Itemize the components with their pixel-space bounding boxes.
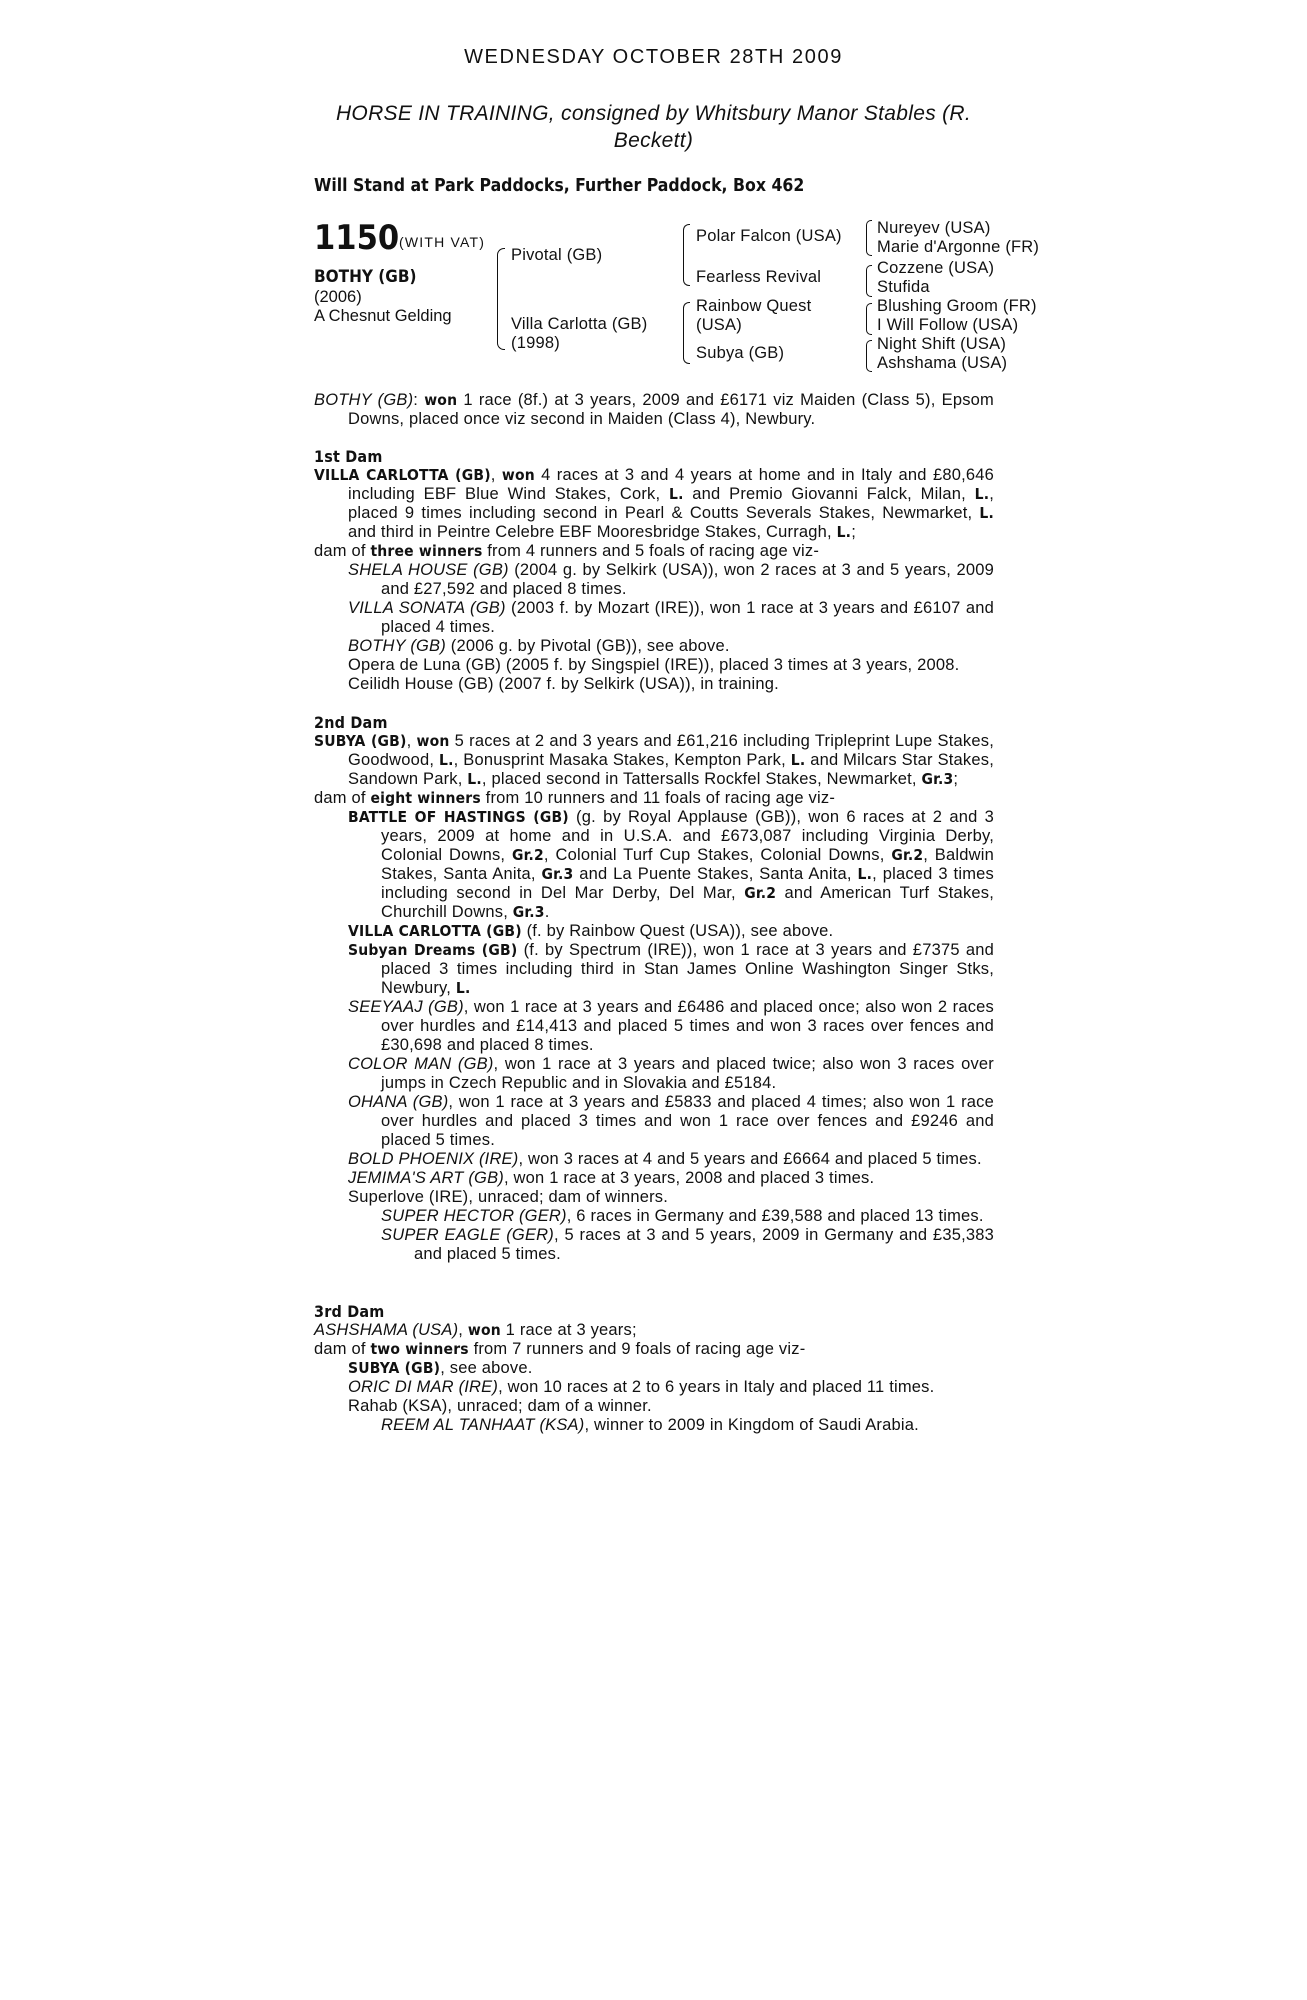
- dam1-text-1: 4 races at 3 and 4 years at home and in Italy and £80,646 including EBF Blue Wind Stakes, Cork,: [348, 466, 994, 503]
- produce-name: VILLA CARLOTTA (GB): [348, 922, 522, 940]
- consignment-line: HORSE IN TRAINING, consigned by Whitsbury Manor Stables (R. Beckett): [335, 102, 972, 152]
- dam-sire-line2: (USA): [696, 316, 742, 334]
- first-dam-record: VILLA CARLOTTA (GB), won 4 races at 3 and 4 years at home and in Italy and £80,646 including EBF Blue Wind Stakes, Cork, L. and Premio Giovanni Falck, Milan, L., placed 9 times including second in Pearl & Coutts Severals Stakes, Newmarket, L. and third in Peintre Celebre EBF Mooresbridge Stakes, Curragh, L.;: [314, 466, 994, 541]
- dam-of-suffix: from 4 runners and 5 foals of racing age viz-: [482, 542, 820, 560]
- produce-item: [314, 1093, 994, 1150]
- winner-count: two winners: [370, 1340, 469, 1358]
- third-dam-section: [314, 1302, 994, 1435]
- group-mark: Gr.3: [512, 903, 545, 921]
- summary-horse: BOTHY (GB): [314, 391, 414, 409]
- group-mark: Gr.3: [541, 865, 574, 883]
- listed-mark: L.: [790, 751, 806, 769]
- dam-dam: Subya (GB): [696, 344, 785, 362]
- sale-date: WEDNESDAY OCTOBER 28TH 2009: [464, 46, 843, 68]
- dam-of-prefix: dam of: [314, 789, 371, 807]
- produce-item: [314, 1378, 994, 1397]
- dam2-text-2: , Bonusprint Masaka Stakes, Kempton Park,: [453, 751, 791, 769]
- second-dam-heading: 2nd Dam: [314, 713, 388, 732]
- granddam-3: I Will Follow (USA): [877, 316, 1019, 334]
- dam-year: (1998): [511, 334, 560, 352]
- third-dam-record: [314, 1321, 994, 1340]
- dam-of-suffix: from 10 runners and 11 foals of racing age viz-: [480, 789, 836, 807]
- produce-name: VILLA SONATA (GB): [348, 599, 506, 617]
- group-mark: Gr.2: [891, 846, 924, 864]
- horse-name: BOTHY (GB): [314, 267, 417, 287]
- won-label: won: [424, 391, 458, 409]
- grandsire-2: Cozzene (USA): [877, 259, 995, 277]
- produce-text: (2004 g. by Selkirk (USA)), won 2 races at 3 and 5 years, 2009 and £27,592 and placed 8 times.: [381, 561, 994, 598]
- produce-name: OHANA (GB): [348, 1093, 449, 1111]
- produce-text: , won 1 race at 3 years and placed twice; also won 3 races over jumps in Czech Republic and in Slovakia and £5184.: [381, 1055, 995, 1092]
- dam2-text-1: 5 races at 2 and 3 years and £61,216 including Tripleprint Lupe Stakes, Goodwood,: [348, 732, 994, 769]
- sire-sire: Polar Falcon (USA): [696, 227, 842, 245]
- dam1-text-5: ;: [851, 523, 856, 541]
- produce-item: Rahab (KSA), unraced; dam of a winner.: [348, 1397, 652, 1415]
- winner-count: three winners: [370, 542, 483, 560]
- second-dam-produce-line: [314, 789, 994, 808]
- produce-item: [314, 998, 994, 1055]
- produce-text: (g. by Royal Applause (GB)), won 6 races at 2 and 3 years, 2009 at home and in U.S.A. and £673,087 including Virginia Derby, Colonial Downs,: [381, 808, 994, 864]
- produce-item: [314, 599, 994, 637]
- produce-text: (2003 f. by Mozart (IRE)), won 1 race at 3 years and £6107 and placed 4 times.: [381, 599, 994, 636]
- produce-name: BOTHY (GB): [348, 637, 446, 655]
- produce-text: , won 1 race at 3 years and £6486 and placed once; also won 2 races over hurdles and £14,413 and placed 5 times and won 3 races over fences and £30,698 and placed 8 times.: [381, 998, 994, 1054]
- produce-text: (2006 g. by Pivotal (GB)), see above.: [445, 637, 730, 655]
- stand-location: Will Stand at Park Paddocks, Further Paddock, Box 462: [314, 176, 805, 196]
- produce-name: JEMIMA'S ART (GB): [348, 1169, 504, 1187]
- dam2-text-4: , placed second in Tattersalls Rockfel Stakes, Newmarket,: [481, 770, 922, 788]
- produce-text: , see above.: [440, 1359, 533, 1377]
- g-brace-1: [866, 220, 872, 256]
- grandsire-3: Blushing Groom (FR): [877, 297, 1037, 315]
- produce-text: , 5 races at 3 and 5 years, 2009 in Germany and £35,383 and placed 5 times.: [414, 1226, 994, 1263]
- produce-text: , won 10 races at 2 to 6 years in Italy and placed 11 times.: [498, 1378, 935, 1396]
- produce-text: and La Puente Stakes, Santa Anita,: [573, 865, 858, 883]
- produce-text: and American Turf Stakes, Churchill Downs,: [381, 884, 994, 921]
- grandsire-4: Night Shift (USA): [877, 335, 1007, 353]
- g-brace-3: [866, 303, 872, 335]
- granddam-1: Marie d'Argonne (FR): [877, 238, 1040, 256]
- listed-mark: L.: [467, 770, 482, 788]
- race-summary: BOTHY (GB): won 1 race (8f.) at 3 years, 2009 and £6171 viz Maiden (Class 5), Epsom Downs, placed once viz second in Maiden (Class 4), Newbury.: [314, 391, 994, 428]
- dam-of-prefix: dam of: [314, 542, 371, 560]
- listed-mark: L.: [455, 979, 471, 997]
- won-label: won: [467, 1321, 501, 1339]
- produce-item: [314, 1359, 994, 1378]
- produce-text: (f. by Rainbow Quest (USA)), see above.: [521, 922, 834, 940]
- granddam-2: Stufida: [877, 278, 930, 296]
- dam1-text-3: , placed 9 times including second in Pearl & Coutts Severals Stakes, Newmarket,: [348, 485, 994, 522]
- summary-text: 1 race (8f.) at 3 years, 2009 and £6171 viz Maiden (Class 5), Epsom Downs, placed once viz second in Maiden (Class 4), Newbury.: [348, 391, 994, 428]
- first-dam-section: [314, 447, 994, 694]
- produce-name: REEM AL TANHAAT (KSA): [381, 1416, 585, 1434]
- produce-text: , won 1 race at 3 years, 2008 and placed 3 times.: [503, 1169, 875, 1187]
- produce-text: , 6 races in Germany and £39,588 and placed 13 times.: [566, 1207, 984, 1225]
- produce-item: [314, 941, 994, 998]
- second-dam-name: SUBYA (GB): [314, 732, 407, 750]
- won-label: won: [416, 732, 450, 750]
- first-dam-produce-line: [314, 542, 994, 561]
- grand-produce-item: [314, 1207, 994, 1226]
- third-dam-produce-line: [314, 1340, 994, 1359]
- listed-mark: L.: [836, 523, 852, 541]
- group-mark: Gr.2: [512, 846, 544, 864]
- produce-name: BATTLE OF HASTINGS (GB): [348, 808, 569, 826]
- sire-dam: Fearless Revival: [696, 268, 822, 286]
- produce-item: Superlove (IRE), unraced; dam of winners.: [348, 1188, 669, 1206]
- produce-name: Subyan Dreams (GB): [348, 941, 518, 959]
- dam1-text-2: and Premio Giovanni Falck, Milan,: [683, 485, 975, 503]
- produce-name: SHELA HOUSE (GB): [348, 561, 509, 579]
- winner-count: eight winners: [370, 789, 481, 807]
- sire-line-brace: [683, 224, 690, 286]
- dam2-text-5: ;: [953, 770, 959, 788]
- listed-mark: L.: [439, 751, 454, 769]
- produce-text: , won 1 race at 3 years and £5833 and placed 4 times; also won 1 race over hurdles and placed 3 times and won 1 race over fences and £9246 and placed 5 times.: [381, 1093, 994, 1149]
- produce-item: Ceilidh House (GB) (2007 f. by Selkirk (USA)), in training.: [348, 675, 779, 693]
- sire-dam-brace: [497, 248, 505, 350]
- dam1-text-4: and third in Peintre Celebre EBF Mooresbridge Stakes, Curragh,: [348, 523, 837, 541]
- horse-year: (2006): [314, 288, 362, 306]
- produce-name: SUPER HECTOR (GER): [381, 1207, 567, 1225]
- lot-number: 1150: [314, 218, 400, 258]
- dam-of-suffix: from 7 runners and 9 foals of racing age viz-: [468, 1340, 806, 1358]
- first-dam-heading: 1st Dam: [314, 447, 383, 466]
- vat-note: (WITH VAT): [399, 234, 486, 250]
- listed-mark: L.: [979, 504, 994, 522]
- g-brace-4: [866, 340, 872, 372]
- group-mark: Gr.3: [921, 770, 954, 788]
- dam-of-prefix: dam of: [314, 1340, 371, 1358]
- dam-sire-line1: Rainbow Quest: [696, 297, 812, 315]
- sire: Pivotal (GB): [511, 246, 603, 264]
- grand-produce-item: [314, 1416, 994, 1435]
- produce-item: [314, 1150, 994, 1169]
- grand-produce-item: [314, 1226, 994, 1264]
- produce-name: SUBYA (GB): [348, 1359, 441, 1377]
- produce-item: [314, 1169, 994, 1188]
- produce-name: ORIC DI MAR (IRE): [348, 1378, 499, 1396]
- produce-text: .: [544, 903, 550, 921]
- dam: Villa Carlotta (GB): [511, 315, 648, 333]
- dam-line-brace: [683, 302, 690, 364]
- produce-item: [314, 808, 994, 922]
- third-dam-heading: 3rd Dam: [314, 1302, 385, 1321]
- produce-text: , placed 3 times including second in Del Mar Derby, Del Mar,: [381, 865, 994, 902]
- grandsire-1: Nureyev (USA): [877, 219, 991, 237]
- separator: ,: [458, 1321, 468, 1339]
- granddam-4: Ashshama (USA): [877, 354, 1008, 372]
- produce-name: COLOR MAN (GB): [348, 1055, 494, 1073]
- produce-text: , Baldwin Stakes, Santa Anita,: [381, 846, 994, 883]
- produce-text: , Colonial Turf Cup Stakes, Colonial Downs,: [543, 846, 892, 864]
- produce-name: BOLD PHOENIX (IRE): [348, 1150, 519, 1168]
- dam3-text: 1 race at 3 years;: [500, 1321, 637, 1339]
- produce-text: , winner to 2009 in Kingdom of Saudi Arabia.: [584, 1416, 919, 1434]
- first-dam-name: VILLA CARLOTTA (GB): [314, 466, 491, 484]
- produce-name: SEEYAAJ (GB): [348, 998, 464, 1016]
- produce-item: [314, 922, 994, 941]
- second-dam-section: [314, 713, 994, 1264]
- produce-item: Opera de Luna (GB) (2005 f. by Singspiel (IRE)), placed 3 times at 3 years, 2008.: [348, 656, 960, 674]
- dam2-text-3: and Milcars Star Stakes, Sandown Park,: [348, 751, 994, 788]
- listed-mark: L.: [668, 485, 684, 503]
- listed-mark: L.: [974, 485, 990, 503]
- produce-item: [314, 1055, 994, 1093]
- g-brace-2: [866, 265, 872, 297]
- produce-item: [314, 637, 994, 656]
- produce-text: (f. by Spectrum (IRE)), won 1 race at 3 years and £7375 and placed 3 times including third in Stan James Online Washington Singer Stks, Newbury,: [381, 941, 994, 997]
- won-label: won: [501, 466, 535, 484]
- produce-name: SUPER EAGLE (GER): [381, 1226, 554, 1244]
- group-mark: Gr.2: [744, 884, 777, 902]
- horse-description: A Chesnut Gelding: [314, 307, 452, 325]
- second-dam-record: SUBYA (GB), won 5 races at 2 and 3 years and £61,216 including Tripleprint Lupe Stakes, Goodwood, L., Bonusprint Masaka Stakes, Kempton Park, L. and Milcars Star Stakes, Sandown Park, L., placed second in Tattersalls Rockfel Stakes, Newmarket, Gr.3;: [314, 732, 994, 788]
- produce-text: , won 3 races at 4 and 5 years and £6664 and placed 5 times.: [518, 1150, 982, 1168]
- listed-mark: L.: [857, 865, 873, 883]
- produce-item: [314, 561, 994, 599]
- third-dam-name: ASHSHAMA (USA): [314, 1321, 459, 1339]
